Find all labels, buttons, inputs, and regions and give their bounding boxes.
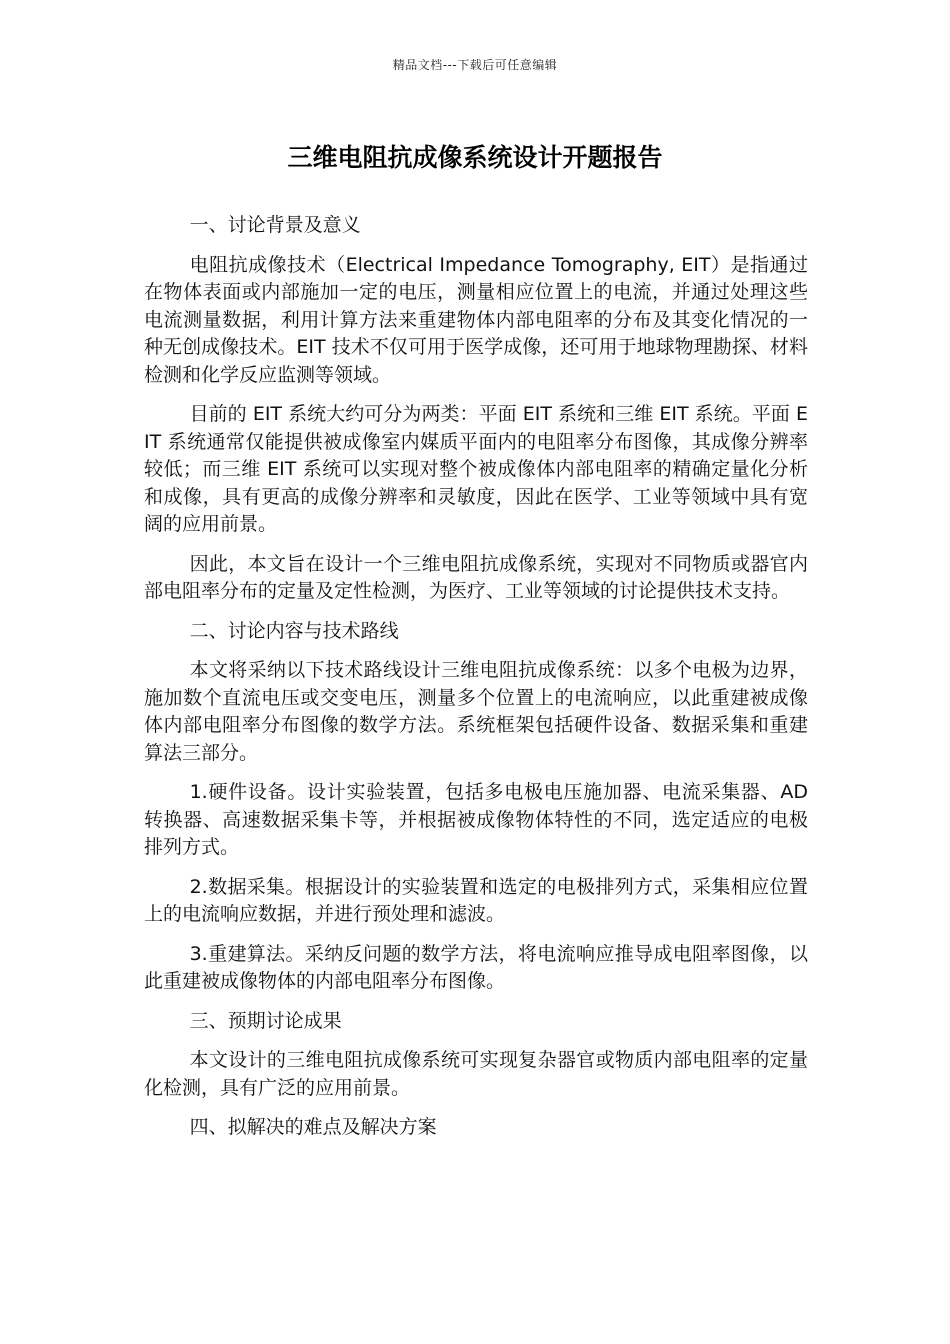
page-header: 精品文档---下载后可任意编辑 (392, 58, 558, 72)
paragraph-purpose: 因此，本文旨在设计一个三维电阻抗成像系统，实现对不同物质或器官内部电阻率分布的定量及定性检测，为医疗、工业等领域的讨论提供技术支持。 (144, 552, 808, 602)
section-heading-difficulties: 四、拟解决的难点及解决方案 (189, 1116, 437, 1138)
paragraph-hardware: 1.硬件设备。设计实验装置，包括多电极电压施加器、电流采集器、AD 转换器、高速数据采集卡等，并根据被成像物体特性的不同，选定适应的电极排列方式。 (144, 781, 808, 858)
paragraph-technical-route: 本文将采纳以下技术路线设计三维电阻抗成像系统：以多个电极为边界，施加数个直流电压或交变电压，测量多个位置上的电流响应，以此重建被成像体内部电阻率分布图像的数学方法。系统框架包括硬件设备、数据采集和重建算法三部分。 (144, 659, 808, 764)
section-heading-expected-results: 三、预期讨论成果 (189, 1009, 342, 1032)
section-heading-background: 一、讨论背景及意义 (189, 214, 361, 236)
section-heading-content: 二、讨论内容与技术路线 (189, 619, 399, 642)
paragraph-expected-results: 本文设计的三维电阻抗成像系统可实现复杂器官或物质内部电阻率的定量化检测，具有广泛的应用前景。 (144, 1049, 808, 1099)
paragraph-data-acquisition: 2.数据采集。根据设计的实验装置和选定的电极排列方式，采集相应位置上的电流响应数据，并进行预处理和滤波。 (144, 875, 808, 925)
paragraph-eit-types: 目前的 EIT 系统大约可分为两类：平面 EIT 系统和三维 EIT 系统。平面 EIT 系统通常仅能提供被成像室内媒质平面内的电阻率分布图像，其成像分辨率较低；而三维 EIT 系统可以实现对整个被成像体内部电阻率的精确定量化分析和成像，具有更高的成像分辨率和灵敏度，因此在医学、工业等领域中具有宽阔的应用前景。 (144, 403, 808, 535)
document-title: 三维电阻抗成像系统设计开题报告 (287, 143, 663, 172)
paragraph-eit-intro: 电阻抗成像技术（Electrical Impedance Tomography, EIT）是指通过在物体表面或内部施加一定的电压，测量相应位置上的电流，并通过处理这些电流测量数据，利用计算方法来重建物体内部电阻率的分布及其变化情况的一种无创成像技术。EIT 技术不仅可用于医学成像，还可用于地球物理勘探、材料检测和化学反应监测等领域。 (144, 253, 808, 386)
document-body (144, 212, 808, 1154)
paragraph-reconstruction: 3.重建算法。采纳反问题的数学方法，将电流响应推导成电阻率图像，以此重建被成像物体的内部电阻率分布图像。 (144, 942, 808, 992)
